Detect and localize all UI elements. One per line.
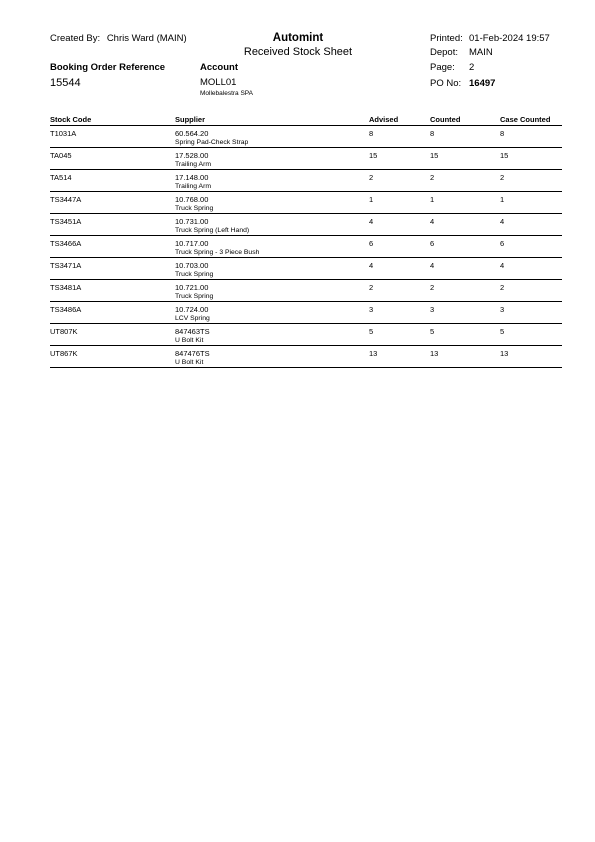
advised-cell: 4 [369,261,374,270]
table-row [50,258,562,280]
created-by-label: Created By: [50,33,101,44]
stock-code-cell: T1031A [50,129,77,138]
case-counted-cell: 2 [500,173,505,182]
case-counted-cell: 13 [500,349,509,358]
table-row [50,126,562,148]
item-description: Truck Spring [175,205,214,212]
counted-cell: 4 [430,217,435,226]
stock-code-cell: TA514 [50,173,72,182]
page-label: Page: [430,62,455,73]
counted-cell: 6 [430,239,435,248]
account-value: MOLL01 [200,77,237,88]
supplier-cell [175,151,211,169]
sheet-title: Received Stock Sheet [243,46,353,58]
counted-cell: 1 [430,195,435,204]
col-case-counted: Case Counted [500,115,551,124]
item-description: Truck Spring (Left Hand) [175,227,250,234]
item-description: U Bolt Kit [175,359,204,366]
advised-cell: 1 [369,195,374,204]
counted-cell: 15 [430,151,439,160]
table-row [50,324,562,346]
supplier-code: 10.724.00 [175,305,209,314]
case-counted-cell: 5 [500,327,505,336]
table-row [50,302,562,324]
booking-ref-label: Booking Order Reference [50,62,166,73]
item-description: Trailing Arm [175,161,212,168]
stock-code-cell: TS3451A [50,217,82,226]
supplier-code: 10.703.00 [175,261,209,270]
case-counted-cell: 15 [500,151,509,160]
supplier-cell [175,129,248,147]
account-name: Mollebalestra SPA [200,90,253,97]
item-description: U Bolt Kit [175,337,204,344]
booking-ref-value: 15544 [50,77,81,89]
case-counted-cell: 4 [500,217,505,226]
po-value: 16497 [469,78,496,89]
supplier-cell [175,305,210,323]
supplier-cell [175,217,249,235]
advised-cell: 6 [369,239,374,248]
stock-code-cell: UT807K [50,327,78,336]
table-row [50,148,562,170]
company-name: Automint [272,32,324,44]
table-header [50,113,562,126]
table-row [50,280,562,302]
supplier-code: 847463TS [175,327,210,336]
counted-cell: 2 [430,173,435,182]
col-stock-code: Stock Code [50,115,92,124]
counted-cell: 2 [430,283,435,292]
advised-cell: 3 [369,305,374,314]
item-description: Trailing Arm [175,183,212,190]
account-label: Account [200,62,238,73]
depot-value: MAIN [469,47,493,58]
item-description: Truck Spring - 3 Piece Bush [175,249,260,256]
case-counted-cell: 3 [500,305,505,314]
stock-code-cell: TS3486A [50,305,82,314]
case-counted-cell: 2 [500,283,505,292]
stock-code-cell: UT867K [50,349,78,358]
supplier-code: 10.768.00 [175,195,209,204]
supplier-code: 17.148.00 [175,173,209,182]
case-counted-cell: 1 [500,195,505,204]
supplier-code: 60.564.20 [175,129,209,138]
created-by [50,33,187,44]
col-supplier: Supplier [175,115,206,124]
counted-cell: 3 [430,305,435,314]
stock-code-cell: TS3447A [50,195,82,204]
item-description: LCV Spring [175,315,210,322]
item-description: Spring Pad-Check Strap [175,139,249,146]
counted-cell: 5 [430,327,435,336]
page-value: 2 [469,62,475,73]
col-advised: Advised [369,115,399,124]
supplier-code: 17.528.00 [175,151,209,160]
created-by-value: Chris Ward (MAIN) [106,33,187,44]
stock-code-cell: TS3481A [50,283,82,292]
supplier-cell [175,239,259,257]
supplier-code: 847476TS [175,349,210,358]
supplier-cell [175,283,213,301]
counted-cell: 13 [430,349,439,358]
supplier-code: 10.721.00 [175,283,209,292]
table-body [50,126,562,368]
case-counted-cell: 8 [500,129,505,138]
supplier-code: 10.731.00 [175,217,209,226]
item-description: Truck Spring [175,271,214,278]
printed-value: 01-Feb-2024 19:57 [469,33,550,44]
po-label: PO No: [430,78,462,89]
table-row [50,346,562,368]
stock-table [50,113,562,368]
supplier-code: 10.717.00 [175,239,209,248]
col-counted: Counted [430,115,461,124]
advised-cell: 4 [369,217,374,226]
advised-cell: 8 [369,129,374,138]
stock-code-cell: TS3471A [50,261,82,270]
table-row [50,214,562,236]
stock-code-cell: TS3466A [50,239,82,248]
advised-cell: 5 [369,327,374,336]
table-row [50,236,562,258]
supplier-cell [175,349,210,367]
advised-cell: 13 [369,349,378,358]
advised-cell: 2 [369,173,374,182]
advised-cell: 15 [369,151,378,160]
advised-cell: 2 [369,283,374,292]
printed-label: Printed: [430,33,463,44]
case-counted-cell: 4 [500,261,505,270]
supplier-cell [175,261,213,279]
depot-label: Depot: [430,47,458,58]
supplier-cell [175,327,210,345]
supplier-cell [175,173,211,191]
table-row [50,170,562,192]
item-description: Truck Spring [175,293,214,300]
counted-cell: 8 [430,129,435,138]
counted-cell: 4 [430,261,435,270]
case-counted-cell: 6 [500,239,505,248]
supplier-cell [175,195,213,213]
table-row [50,192,562,214]
stock-code-cell: TA045 [50,151,72,160]
